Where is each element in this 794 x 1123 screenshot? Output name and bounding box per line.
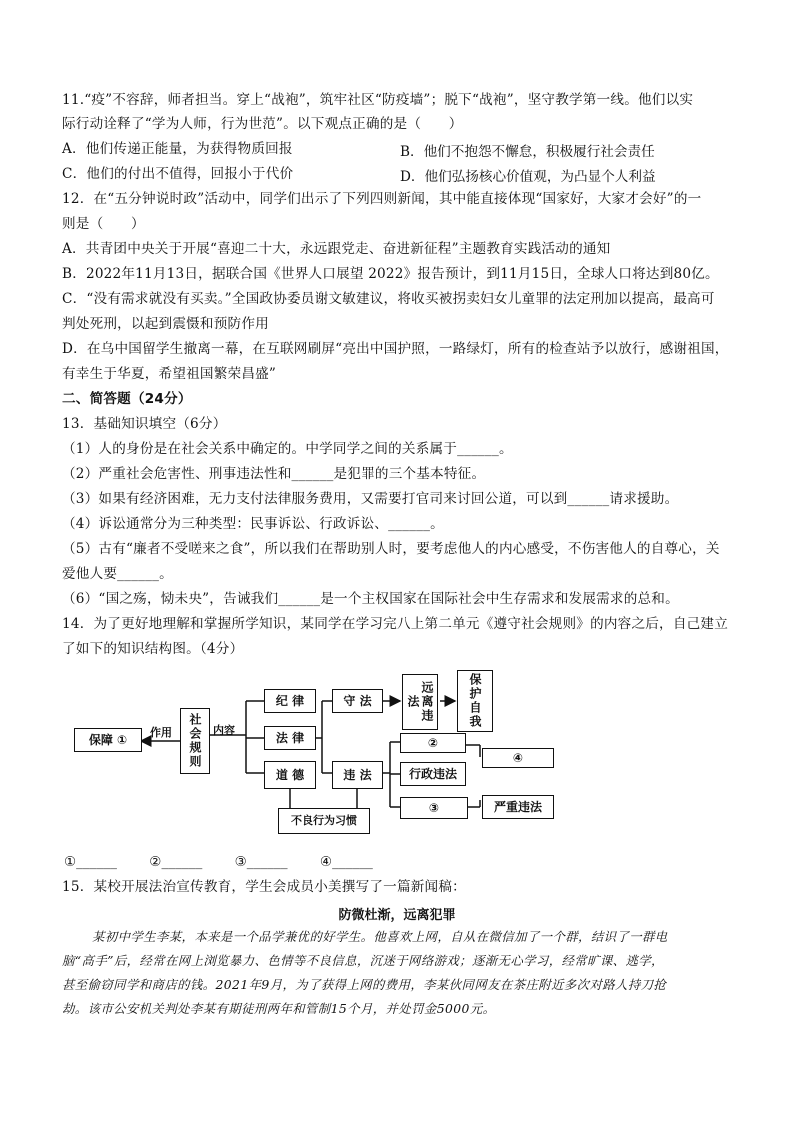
box-daode: 道 德	[264, 761, 316, 789]
box-baozhang: 保障 ①	[74, 728, 142, 752]
q11-stem-line2: 际行动诠释了“学为人师，行为世范”。以下观点正确的是（ ）	[62, 116, 463, 132]
box-weifa: 违 法	[332, 761, 383, 789]
q13-item-3: （3）如果有经济困难，无力支付法律服务费用，又需要打官司来讨回公道，可以到______请求援助。	[62, 491, 679, 507]
article-title: 防微杜渐，远离犯罪	[338, 908, 456, 923]
q14-stem-line2: 了如下的知识结构图。（4分）	[62, 641, 244, 657]
article-line1: 某初中学生李某，本来是一个品学兼优的好学生。他喜欢上网，自从在微信加了一个群，结识了一群电	[92, 929, 668, 944]
q13-item-5-line1: （5）古有“廉者不受嗟来之食”，所以我们在帮助别人时，要考虑他人的内心感受，不伤害他人的自尊心，关	[62, 541, 720, 557]
q12-stem-line2: 则是（ ）	[62, 216, 145, 232]
q14-blank-3[interactable]: ③______	[234, 854, 288, 870]
box-blank-2: ②	[400, 733, 466, 753]
q12-option-c-line2: 判处死刑，以起到震慑和预防作用	[62, 316, 269, 332]
q12-option-c-line1: C．“没有需求就没有买卖。”全国政协委员谢文敏建议，将收买被拐卖妇女儿童罪的法定刑加以提高，最高可	[62, 291, 715, 307]
section-title: 二、简答题（24分）	[62, 391, 192, 407]
box-xingzheng-weifa: 行政违法	[400, 762, 466, 786]
q13-item-6: （6）“国之殇，恸未央”，告诫我们______是一个主权国家在国际社会中生存需求和发展需求的总和。	[62, 591, 679, 607]
q13-stem: 13．基础知识填空（6分）	[62, 416, 227, 432]
article-line3: 甚至偷窃同学和商店的钱。2021年9月，为了获得上网的费用，李某伙同网友在茶庄附近多次对路人持刀抢	[62, 977, 667, 992]
q12-option-d-line2: 有幸生于华夏，希望祖国繁荣昌盛”	[62, 366, 277, 382]
q11-option-d: D．他们弘扬核心价值观，为凸显个人利益	[400, 169, 656, 185]
q11-option-a: A．他们传递正能量，为获得物质回报	[62, 141, 293, 157]
q14-blank-4[interactable]: ④______	[319, 854, 373, 870]
q12-stem-line1: 12．在“五分钟说时政”活动中，同学们出示了下列四则新闻，其中能直接体现“国家好，大家才会好”的一	[62, 191, 702, 207]
q13-item-4: （4）诉讼通常分为三种类型：民事诉讼、行政诉讼、______。	[62, 516, 444, 532]
article-line2: 脑“高手”后，经常在网上浏览暴力、色情等不良信息，沉迷于网络游戏；逐渐无心学习，经常旷课、逃学，	[62, 953, 664, 968]
q14-stem-line1: 14．为了更好地理解和掌握所学知识，某同学在学习完八上第二单元《遵守社会规则》的内容之后，自己建立	[62, 616, 728, 632]
q11-option-c: C．他们的付出不值得，回报小于代价	[62, 166, 294, 182]
box-jilv: 纪 律	[264, 689, 316, 713]
box-blank-4: ④	[482, 748, 554, 768]
label-neirong: 内容	[213, 724, 235, 737]
box-baohu-ziwo: 保护自我	[457, 670, 493, 732]
q12-option-a: A．共青团中央关于开展“喜迎二十大，永远跟党走、奋进新征程”主题教育实践活动的通知	[62, 241, 611, 257]
q14-blank-2[interactable]: ②______	[149, 854, 203, 870]
box-yuanli-weifa: 远离违法	[402, 674, 438, 730]
box-buliang-xingwei: 不良行为习惯	[278, 808, 370, 834]
article-line4: 劫。该市公安机关判处李某有期徒刑两年和管制15个月，并处罚金5000元。	[62, 1001, 496, 1016]
box-blank-3: ③	[400, 797, 468, 819]
q14-answer-blanks	[64, 854, 401, 870]
q13-item-2: （2）严重社会危害性、刑事违法性和______是犯罪的三个基本特征。	[62, 466, 486, 482]
q13-item-1: （1）人的身份是在社会关系中确定的。中学同学之间的关系属于______。	[62, 441, 513, 457]
q13-item-5-line2: 爱他人要______。	[62, 566, 173, 582]
q15-stem: 15．某校开展法治宣传教育，学生会成员小美撰写了一篇新闻稿：	[62, 879, 466, 895]
box-shehui-guize: 社会规则	[180, 708, 210, 774]
q12-option-d-line1: D．在乌中国留学生撤离一幕，在互联网刷屏“亮出中国护照，一路绿灯，所有的检查站予以放行，感谢祖国，	[62, 341, 729, 357]
q11-option-b: B．他们不抱怨不懈怠，积极履行社会责任	[400, 144, 655, 160]
q11-stem-line1: 11.“疫”不容辞，师者担当。穿上“战袍”，筑牢社区“防疫墙”；脱下“战袍”，坚守教学第一线。他们以实	[62, 92, 694, 108]
box-shoufa: 守 法	[332, 689, 383, 713]
q14-blank-1[interactable]: ①______	[64, 854, 117, 870]
box-yanzhong-weifa: 严重违法	[482, 795, 554, 819]
q12-option-b: B．2022年11月13日，据联合国《世界人口展望 2022》报告预计，到11月15日，全球人口将达到80亿。	[62, 266, 719, 282]
box-falv: 法 律	[264, 726, 316, 750]
label-zuoyong: 作用	[150, 726, 172, 739]
